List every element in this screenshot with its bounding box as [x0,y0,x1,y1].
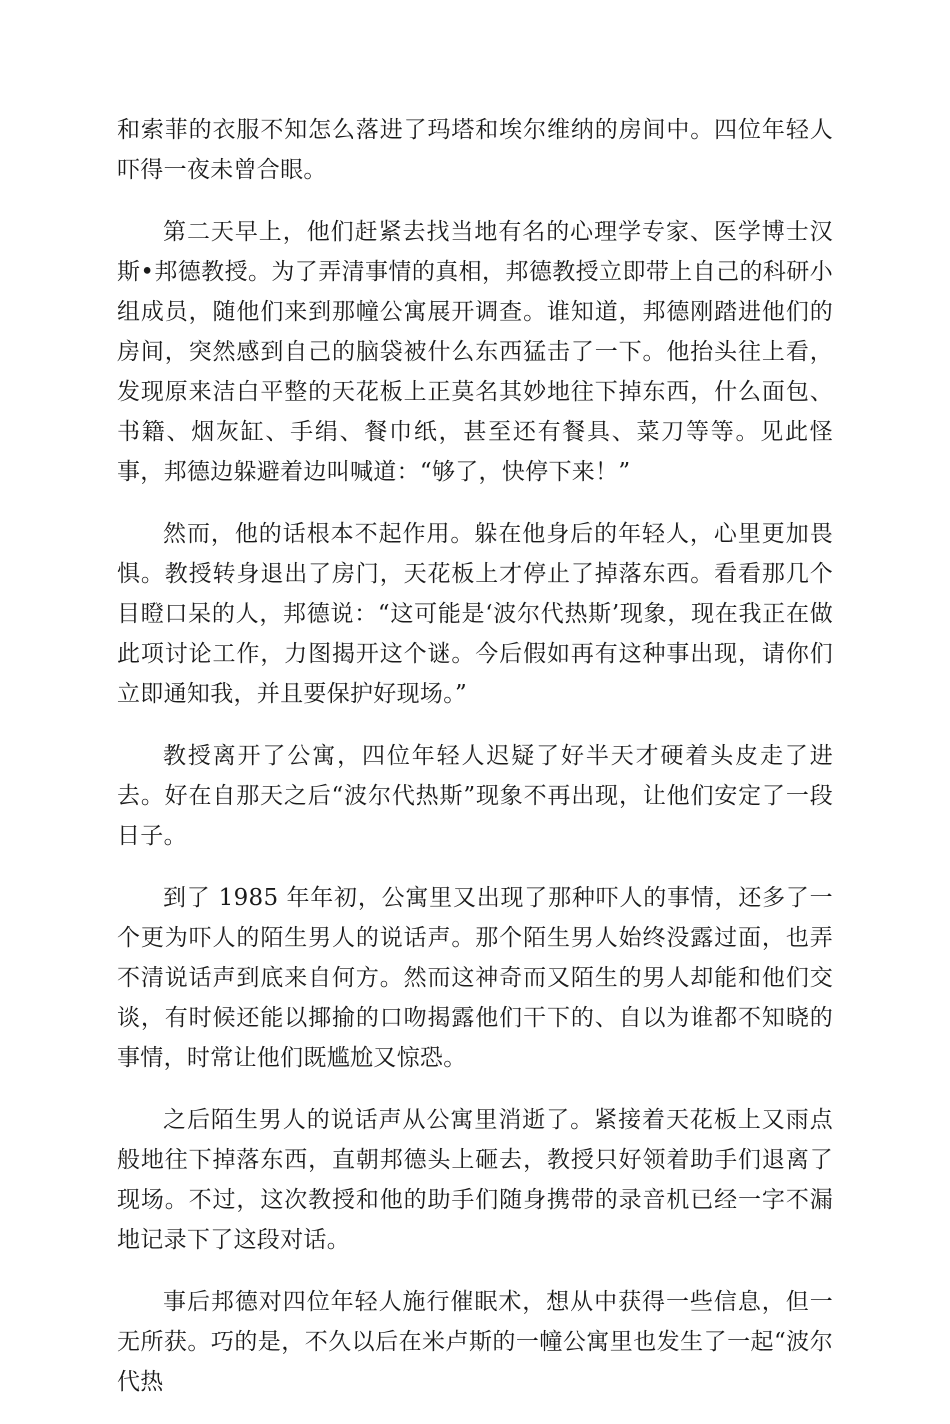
paragraph-1: 和索菲的衣服不知怎么落进了玛塔和埃尔维纳的房间中。四位年轻人吓得一夜未曾合眼。 [117,117,833,183]
paragraph-2: 第二天早上，他们赶紧去找当地有名的心理学专家、医学博士汉斯•邦德教授。为了弄清事情的真相，邦德教授立即带上自己的科研小组成员，随他们来到那幢公寓展开调查。谁知道，邦德刚踏进他们的房间，突然感到自己的脑袋被什么东西猛击了一下。他抬头往上看，发现原来洁白平整的天花板上正莫名其妙地往下掉东西，什么面包、书籍、烟灰缸、手绢、餐巾纸，甚至还有餐具、菜刀等等。见此怪事，邦德边躲避着边叫喊道：“够了，快停下来！” [117,219,833,485]
paragraph-5: 到了 1985 年年初，公寓里又出现了那种吓人的事情，还多了一个更为吓人的陌生男人的说话声。那个陌生男人始终没露过面，也弄不清说话声到底来自何方。然而这神奇而又陌生的男人却能和他们交谈，有时候还能以揶揄的口吻揭露他们干下的、自以为谁都不知晓的事情，时常让他们既尴尬又惊恐。 [117,885,833,1071]
document-body [117,110,833,1424]
paragraph-3: 然而，他的话根本不起作用。躲在他身后的年轻人，心里更加畏惧。教授转身退出了房门，天花板上才停止了掉落东西。看看那几个目瞪口呆的人，邦德说：“这可能是‘波尔代热斯’现象，现在我正在做此项讨论工作，力图揭开这个谜。今后假如再有这种事出现，请你们立即通知我，并且要保护好现场。” [117,521,833,707]
paragraph-4: 教授离开了公寓，四位年轻人迟疑了好半天才硬着头皮走了进去。好在自那天之后“波尔代热斯”现象不再出现，让他们安定了一段日子。 [117,743,833,849]
paragraph-6: 之后陌生男人的说话声从公寓里消逝了。紧接着天花板上又雨点般地往下掉落东西，直朝邦德头上砸去，教授只好领着助手们退离了现场。不过，这次教授和他的助手们随身携带的录音机已经一字不漏地记录下了这段对话。 [117,1107,833,1253]
paragraph-7: 事后邦德对四位年轻人施行催眠术，想从中获得一些信息，但一无所获。巧的是，不久以后在米卢斯的一幢公寓里也发生了一起“波尔代热 [117,1289,833,1395]
